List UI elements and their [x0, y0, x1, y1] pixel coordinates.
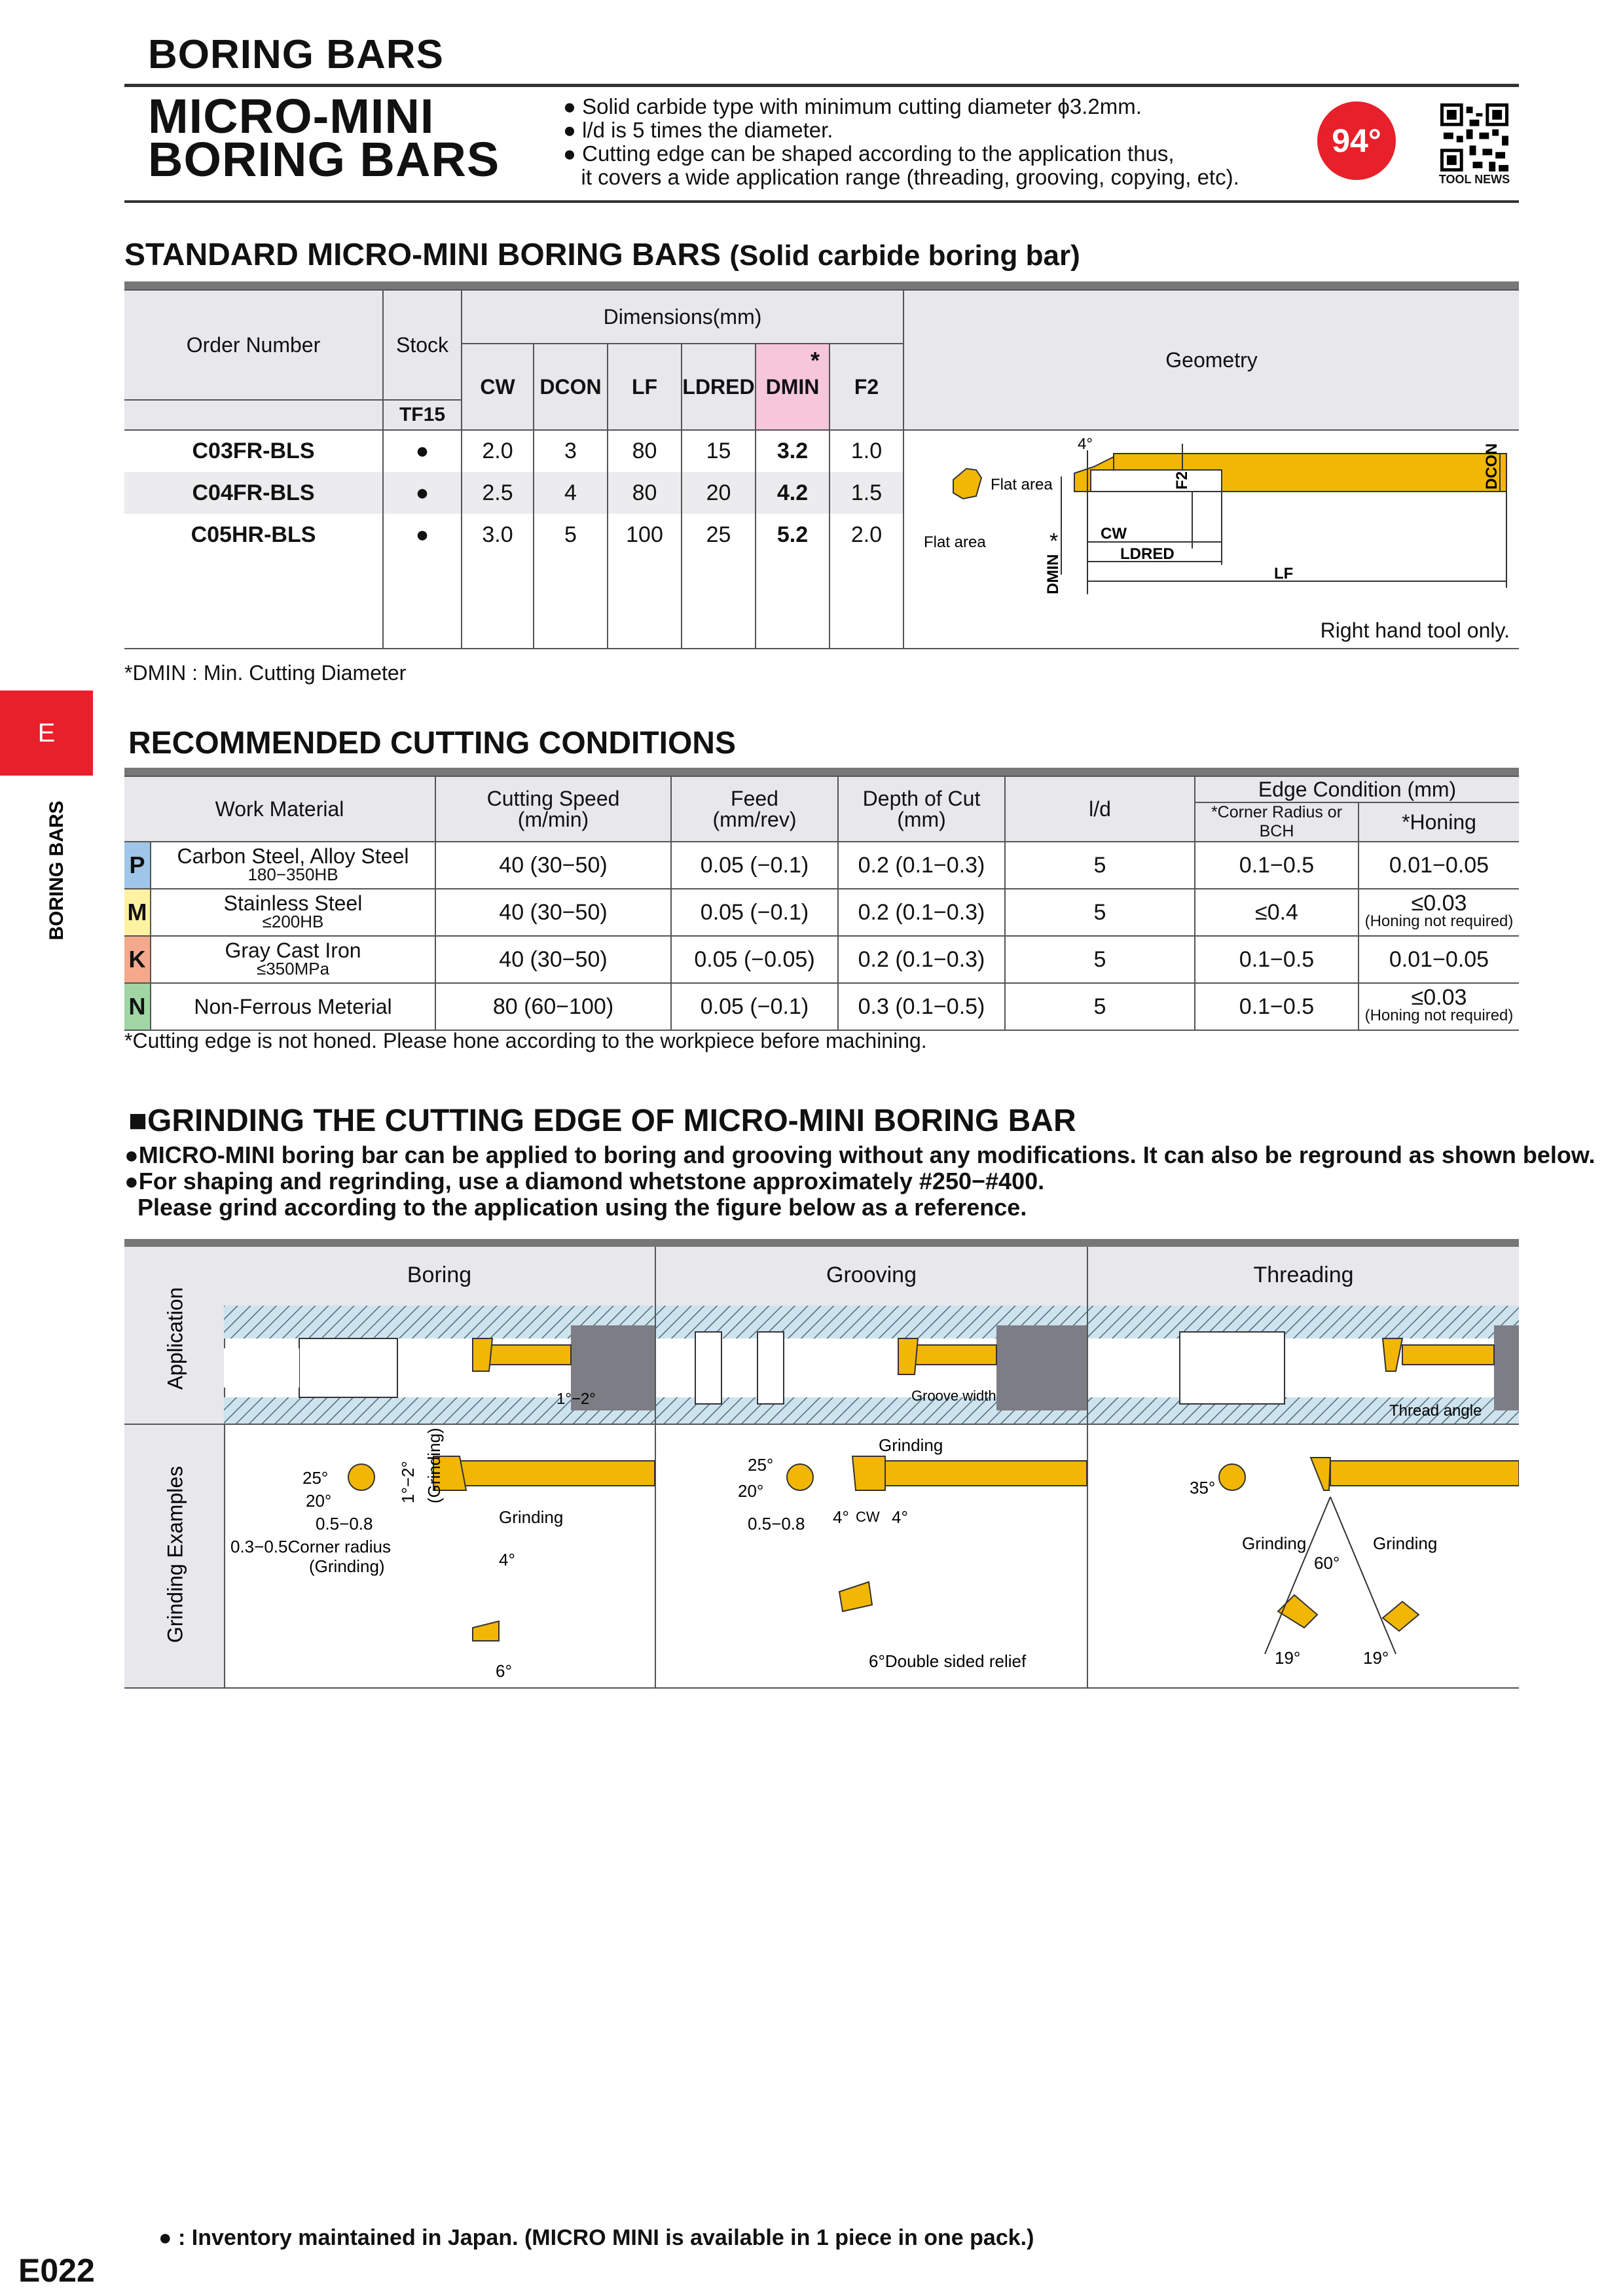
col-f2: F2 — [830, 344, 903, 430]
cell-cw: 2.5 — [462, 472, 534, 514]
g-05: 0.5−0.8 — [748, 1514, 805, 1534]
geo-ldred-label: LDRED — [1120, 545, 1175, 563]
col-lf: LF — [608, 344, 682, 430]
cell-lf: 80 — [608, 430, 682, 472]
cell-feed: 0.05 (−0.1) — [671, 889, 838, 936]
side-label — [38, 792, 77, 949]
cell-depth: 0.3 (0.1−0.5) — [838, 983, 1005, 1030]
standard-table — [124, 289, 1519, 649]
row-order[interactable]: C05HR-BLS — [124, 514, 383, 556]
g-4b: 4° — [892, 1507, 908, 1527]
col-grooving: Grooving — [826, 1263, 917, 1287]
blank-cell — [462, 556, 534, 649]
col-stock: Stock — [383, 290, 462, 400]
geo-star: * — [1049, 529, 1059, 554]
cell-speed: 80 (60−100) — [435, 983, 671, 1030]
b-grinding-paren: (Grinding) — [309, 1556, 385, 1576]
cell-honing — [1359, 936, 1519, 983]
g-25: 25° — [748, 1455, 774, 1475]
feature-bullets — [563, 95, 1239, 189]
material-name — [151, 936, 435, 983]
b-12: 1°−2° — [398, 1461, 418, 1503]
col-depth — [838, 776, 1005, 842]
app-boring-angle: 1°−2° — [556, 1390, 596, 1408]
blank-cell — [608, 556, 682, 649]
header-rule-top — [124, 84, 1519, 87]
blank-cell — [383, 556, 462, 649]
header-rule-bottom — [124, 200, 1519, 203]
cell-cw: 3.0 — [462, 514, 534, 556]
col-feed-1: Feed — [731, 787, 778, 810]
feature-bullet-text-4: it covers a wide application range (threading, grooving, copying, etc). — [581, 165, 1239, 189]
recommended-table — [124, 776, 1519, 1031]
material-name — [151, 983, 435, 1030]
geo-dcon-label: DCON — [1483, 443, 1501, 490]
standard-subtitle-text: (Solid carbide boring bar) — [729, 240, 1080, 272]
t-35: 35° — [1190, 1478, 1216, 1498]
feature-bullet-text-2: l/d is 5 times the diameter. — [582, 118, 833, 142]
material-name-text: Non-Ferrous Meterial — [194, 994, 392, 1018]
cell-honing — [1359, 842, 1519, 889]
cell-ldred: 25 — [682, 514, 756, 556]
blank-cell — [830, 556, 903, 649]
geo-flat-area-2: Flat area — [924, 533, 986, 551]
g-cw: CW — [856, 1509, 880, 1525]
feature-bullet-2: ● l/d is 5 times the diameter. — [563, 118, 833, 142]
col-cw: CW — [462, 344, 534, 430]
recommended-section-title: RECOMMENDED CUTTING CONDITIONS — [128, 726, 736, 761]
row-examples-text: Grinding Examples — [163, 1465, 187, 1643]
cell-f2: 1.0 — [830, 430, 903, 472]
b-4: 4° — [499, 1550, 515, 1570]
t-grinding-2: Grinding — [1373, 1534, 1438, 1553]
cell-corner: 0.1−0.5 — [1195, 983, 1359, 1030]
row-examples-label — [157, 1443, 196, 1666]
side-tab[interactable]: E — [0, 691, 93, 776]
cell-depth: 0.2 (0.1−0.3) — [838, 936, 1005, 983]
col-depth-2: (mm) — [897, 808, 946, 831]
geo-cw-label: CW — [1101, 525, 1127, 543]
angle-badge: 94° — [1317, 101, 1396, 180]
cell-dcon: 3 — [534, 430, 608, 472]
grinding-bullet-2: ●For shaping and regrinding, use a diamond whetstone approximately #250−#400. — [124, 1168, 1045, 1194]
row-order[interactable]: C04FR-BLS — [124, 472, 383, 514]
cell-honing — [1359, 889, 1519, 936]
side-label-text: BORING BARS — [45, 800, 67, 941]
b-25: 25° — [302, 1468, 329, 1488]
qr-label: TOOL NEWS — [1438, 173, 1510, 186]
product-title — [148, 89, 500, 187]
stock-mark: ● — [383, 430, 462, 472]
qr-code-icon[interactable] — [1440, 103, 1508, 171]
b-corner: 0.3−0.5Corner radius — [230, 1537, 391, 1556]
stock-mark: ● — [383, 514, 462, 556]
g-grinding: Grinding — [879, 1435, 943, 1455]
cell-feed: 0.05 (−0.05) — [671, 936, 838, 983]
cell-corner: 0.1−0.5 — [1195, 936, 1359, 983]
material-sub-text: ≤350MPa — [256, 959, 330, 978]
col-dmin-label: DMIN — [765, 374, 820, 399]
cell-feed: 0.05 (−0.1) — [671, 983, 838, 1030]
col-ld: l/d — [1005, 776, 1195, 842]
t-grinding-1: Grinding — [1242, 1534, 1307, 1553]
cell-dmin: 3.2 — [756, 430, 830, 472]
cell-dcon: 4 — [534, 472, 608, 514]
material-sub-text: 180−350HB — [247, 865, 338, 884]
t-19a: 19° — [1275, 1648, 1301, 1668]
col-boring: Boring — [407, 1263, 472, 1287]
b-grinding: Grinding — [499, 1507, 564, 1527]
cell-honing-note: (Honing not required) — [1364, 1007, 1514, 1024]
feature-bullet-text-3: Cutting edge can be shaped according to the application thus, — [582, 141, 1175, 166]
cell-ld: 5 — [1005, 983, 1195, 1030]
material-name — [151, 889, 435, 936]
col-order-number: Order Number — [124, 290, 383, 400]
inventory-footnote: ● : Inventory maintained in Japan. (MICRO MINI is available in 1 piece in one pack.) — [158, 2225, 1034, 2250]
grinding-bullet-1: ●MICRO-MINI boring bar can be applied to boring and grooving without any modifications. It can also be reground as shown below. — [124, 1141, 1596, 1168]
stock-mark: ● — [383, 472, 462, 514]
col-edge-condition: Edge Condition (mm) — [1195, 776, 1519, 802]
geo-flat-area-1: Flat area — [991, 476, 1053, 493]
dmin-footnote: *DMIN : Min. Cutting Diameter — [124, 661, 407, 685]
b-grinding-vert: (Grinding) — [424, 1427, 444, 1503]
geo-dmin-label: DMIN — [1044, 554, 1062, 594]
cell-lf: 80 — [608, 472, 682, 514]
feature-bullet-1: ● Solid carbide type with minimum cutting diameter ϕ3.2mm. — [563, 94, 1142, 118]
g-relief: 6°Double sided relief — [869, 1651, 1027, 1671]
cell-feed: 0.05 (−0.1) — [671, 842, 838, 889]
honing-footnote: *Cutting edge is not honed. Please hone according to the workpiece before machining. — [124, 1029, 927, 1052]
right-hand-note: Right hand tool only. — [1320, 619, 1510, 642]
cell-ld: 5 — [1005, 889, 1195, 936]
cell-dcon: 5 — [534, 514, 608, 556]
b-6: 6° — [496, 1661, 512, 1681]
material-code: P — [124, 842, 151, 889]
col-dcon: DCON — [534, 344, 608, 430]
cell-ld: 5 — [1005, 936, 1195, 983]
cell-honing-value: 0.01−0.05 — [1389, 946, 1489, 972]
product-title-line2: BORING BARS — [148, 132, 500, 187]
cell-speed: 40 (30−50) — [435, 842, 671, 889]
grinding-section-title: ■GRINDING THE CUTTING EDGE OF MICRO-MINI BORING BAR — [128, 1103, 1076, 1138]
cell-cw: 2.0 — [462, 430, 534, 472]
geometry-cell — [903, 430, 1519, 649]
cell-f2: 1.5 — [830, 472, 903, 514]
col-dmin-star: * — [810, 347, 820, 374]
material-name-text: Gray Cast Iron — [225, 939, 361, 962]
material-name-text: Carbon Steel, Alloy Steel — [177, 844, 409, 868]
geo-lf-label: LF — [1274, 565, 1294, 583]
col-grade: TF15 — [383, 400, 462, 430]
standard-title-text: STANDARD MICRO-MINI BORING BARS — [124, 238, 721, 272]
col-ldred: LDRED — [682, 344, 756, 430]
material-code: M — [124, 889, 151, 936]
cell-dmin: 4.2 — [756, 472, 830, 514]
cell-honing-value: ≤0.03 — [1411, 985, 1467, 1010]
col-work-material: Work Material — [124, 776, 435, 842]
cell-honing-note: (Honing not required) — [1364, 912, 1514, 930]
grinding-bullet-3: Please grind according to the application using the figure below as a reference. — [124, 1194, 1027, 1221]
cell-speed: 40 (30−50) — [435, 889, 671, 936]
col-dmin — [756, 344, 830, 430]
cell-honing-value: ≤0.03 — [1411, 891, 1467, 916]
page-number: E022 — [18, 2252, 95, 2289]
col-feed-2: (mm/rev) — [712, 808, 797, 831]
t-60: 60° — [1314, 1553, 1340, 1573]
cell-depth: 0.2 (0.1−0.3) — [838, 842, 1005, 889]
g-4a: 4° — [833, 1507, 849, 1527]
application-drawings — [224, 1306, 1519, 1424]
b-20: 20° — [306, 1491, 332, 1511]
blank-cell — [534, 556, 608, 649]
cell-speed: 40 (30−50) — [435, 936, 671, 983]
cell-f2: 2.0 — [830, 514, 903, 556]
material-name-text: Stainless Steel — [223, 891, 363, 915]
app-groove-width: Groove width — [911, 1388, 996, 1404]
g-20: 20° — [738, 1481, 764, 1501]
t-19b: 19° — [1363, 1648, 1389, 1668]
col-cutting-speed — [435, 776, 671, 842]
col-cutting-speed-2: (m/min) — [517, 808, 589, 831]
material-sub-text: ≤200HB — [262, 912, 324, 931]
geo-f2-label: F2 — [1173, 471, 1191, 490]
blank-cell — [756, 556, 830, 649]
cell-honing-value: 0.01−0.05 — [1389, 852, 1489, 878]
blank-cell — [124, 556, 383, 649]
col-cutting-speed-1: Cutting Speed — [486, 787, 620, 810]
row-application-text: Application — [163, 1287, 187, 1390]
cell-ldred: 15 — [682, 430, 756, 472]
standard-table-bar — [124, 281, 1519, 289]
cell-lf: 100 — [608, 514, 682, 556]
app-thread-angle: Thread angle — [1389, 1402, 1482, 1420]
category-title: BORING BARS — [148, 32, 444, 77]
grinding-table-bar — [124, 1239, 1519, 1247]
product-title-line1: MICRO-MINI — [148, 89, 435, 143]
col-threading: Threading — [1253, 1263, 1354, 1287]
cell-ld: 5 — [1005, 842, 1195, 889]
geo-angle-label: 4° — [1078, 435, 1093, 453]
b-05: 0.5−0.8 — [316, 1514, 373, 1534]
col-order-blank — [124, 400, 383, 430]
cell-ldred: 20 — [682, 472, 756, 514]
col-geometry: Geometry — [903, 290, 1519, 430]
grinding-bullets — [124, 1142, 1596, 1221]
material-code: K — [124, 936, 151, 983]
col-dimensions: Dimensions(mm) — [462, 290, 903, 344]
grinding-example-drawings — [224, 1425, 1519, 1687]
recommended-table-bar — [124, 768, 1519, 776]
material-code: N — [124, 983, 151, 1030]
standard-section-title — [124, 237, 1080, 273]
col-feed — [671, 776, 838, 842]
material-name — [151, 842, 435, 889]
blank-cell — [682, 556, 756, 649]
cell-corner: ≤0.4 — [1195, 889, 1359, 936]
feature-bullet-text-1: Solid carbide type with minimum cutting diameter ϕ3.2mm. — [582, 94, 1142, 118]
cell-depth: 0.2 (0.1−0.3) — [838, 889, 1005, 936]
cell-honing — [1359, 983, 1519, 1030]
col-corner-radius: *Corner Radius or BCH — [1195, 802, 1359, 842]
row-application-label — [157, 1273, 196, 1404]
feature-bullet-3: ● Cutting edge can be shaped according to the application thus, — [563, 141, 1175, 166]
geometry-diagram — [904, 431, 1517, 647]
col-depth-1: Depth of Cut — [862, 787, 981, 810]
cell-corner: 0.1−0.5 — [1195, 842, 1359, 889]
cell-dmin: 5.2 — [756, 514, 830, 556]
row-order[interactable]: C03FR-BLS — [124, 430, 383, 472]
grinding-figure — [124, 1247, 1519, 1689]
col-honing: *Honing — [1359, 802, 1519, 842]
grinding-bottom-line — [124, 1687, 1519, 1689]
feature-bullet-4 — [563, 166, 1239, 189]
